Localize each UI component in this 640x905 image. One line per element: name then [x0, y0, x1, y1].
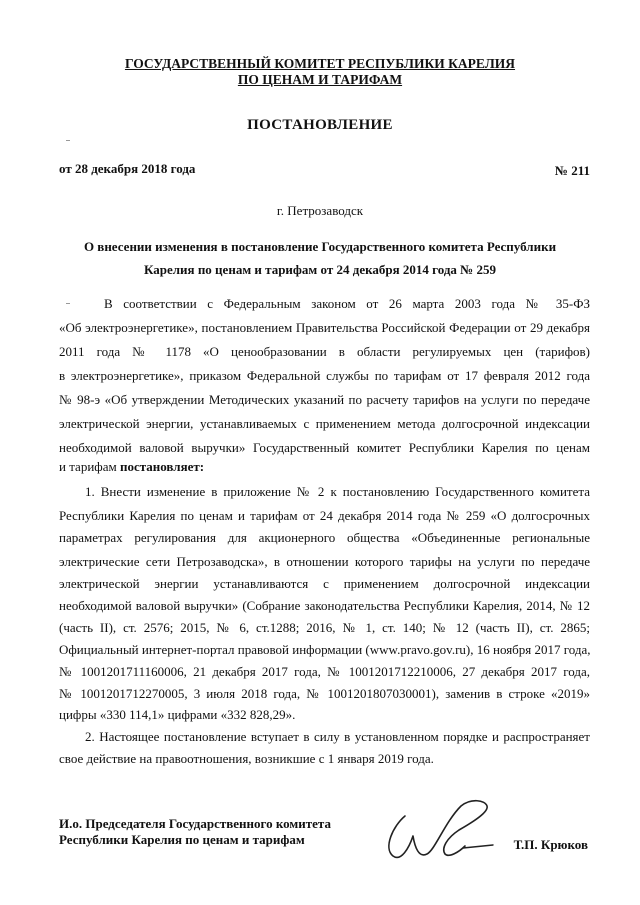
document-number: № 211 — [554, 163, 590, 178]
subject-line2: Карелия по ценам и тарифам от 24 декабря 2014 года № 259 — [144, 262, 496, 277]
signatory-position-line2: Республики Карелия по ценам и тарифам — [59, 832, 305, 847]
preamble-last-line — [59, 458, 590, 475]
scan-speck — [66, 303, 70, 304]
item-1-line: необходимой валовой выручки» (Собрание законодательства Республики Карелия, 2014, № 12 — [59, 598, 590, 613]
committee-name-line1: ГОСУДАРСТВЕННЫЙ КОМИТЕТ РЕСПУБЛИКИ КАРЕЛИЯ — [124, 56, 516, 71]
item-1-line: № 1001201711160006, 21 декабря 2017 года, № 1001201712210006, 27 декабря 2017 года, — [59, 664, 590, 679]
item-2-line: 2. Настоящее постановление вступает в силу в установленном порядке и распространяет — [85, 729, 590, 744]
item-1-last-line: цифры «330 114,1» цифрами «332 828,29». — [59, 707, 296, 722]
signatory-name: Т.П. Крюков — [513, 837, 588, 852]
item-2-last-line: свое действие на правоотношения, возникшие с 1 января 2019 года. — [59, 751, 434, 766]
item-1-line: 1. Внести изменение в приложение № 2 к постановлению Государственного комитета — [85, 484, 590, 499]
document-date: от 28 декабря 2018 года — [59, 161, 196, 176]
committee-name-line2: ПО ЦЕНАМ И ТАРИФАМ — [237, 72, 403, 87]
handwritten-signature — [375, 796, 500, 868]
preamble-line: № 98-э «Об утверждении Методических указаний по расчету тарифов на услуги по передаче — [59, 392, 590, 407]
preamble-line: необходимой валовой выручки» Государственный комитет Республики Карелия по ценам — [59, 440, 590, 455]
preamble-line: в электроэнергетике», приказом Федеральной службы по тарифам от 17 февраля 2012 года — [59, 368, 590, 383]
preamble-line: электрической энергии, устанавливаемых с применением метода долгосрочной индексации — [59, 416, 590, 431]
decree-word: постановляет: — [119, 459, 205, 474]
item-1-line: параметрах регулирования для акционерного общества «Объединенные региональные — [59, 530, 590, 545]
item-1-line: Республики Карелия по ценам и тарифам от 24 декабря 2014 года № 259 «О долгосрочных — [59, 508, 590, 523]
scan-speck — [66, 140, 70, 141]
document-title: ПОСТАНОВЛЕНИЕ — [247, 117, 393, 133]
item-1-line: электрические сети Петрозаводска», в отношении которого тарифы на услуги по передаче — [59, 554, 590, 569]
preamble-line: «Об электроэнергетике», постановлением Правительства Российской Федерации от 29 декабря — [59, 320, 590, 335]
item-1-line: № 1001201712270005, 3 июля 2018 года, № 1001201807030001), заменив в строке «2019» — [59, 686, 590, 701]
preamble-last-text: и тарифам — [59, 459, 117, 474]
item-1-line: Официальный интернет-портал правовой информации (www.pravo.gov.ru), 16 ноября 2017 года, — [59, 642, 591, 657]
subject-line1: О внесении изменения в постановление Государственного комитета Республики — [83, 239, 557, 254]
item-1-line: (часть II), ст. 2576; 2015, № 6, ст.1288; 2016, № 1, ст. 140; № 12 (часть II), ст. 2865; — [59, 620, 590, 635]
city: г. Петрозаводск — [276, 203, 364, 218]
item-1-line: электрической энергии устанавливаются с применением долгосрочной индексации — [59, 576, 590, 591]
preamble-line: В соответствии с Федеральным законом от 26 марта 2003 года № 35-ФЗ — [104, 296, 590, 311]
preamble-line: 2011 года № 1178 «О ценообразовании в области регулируемых цен (тарифов) — [59, 344, 590, 359]
signatory-position-line1: И.о. Председателя Государственного комитета — [59, 816, 331, 831]
